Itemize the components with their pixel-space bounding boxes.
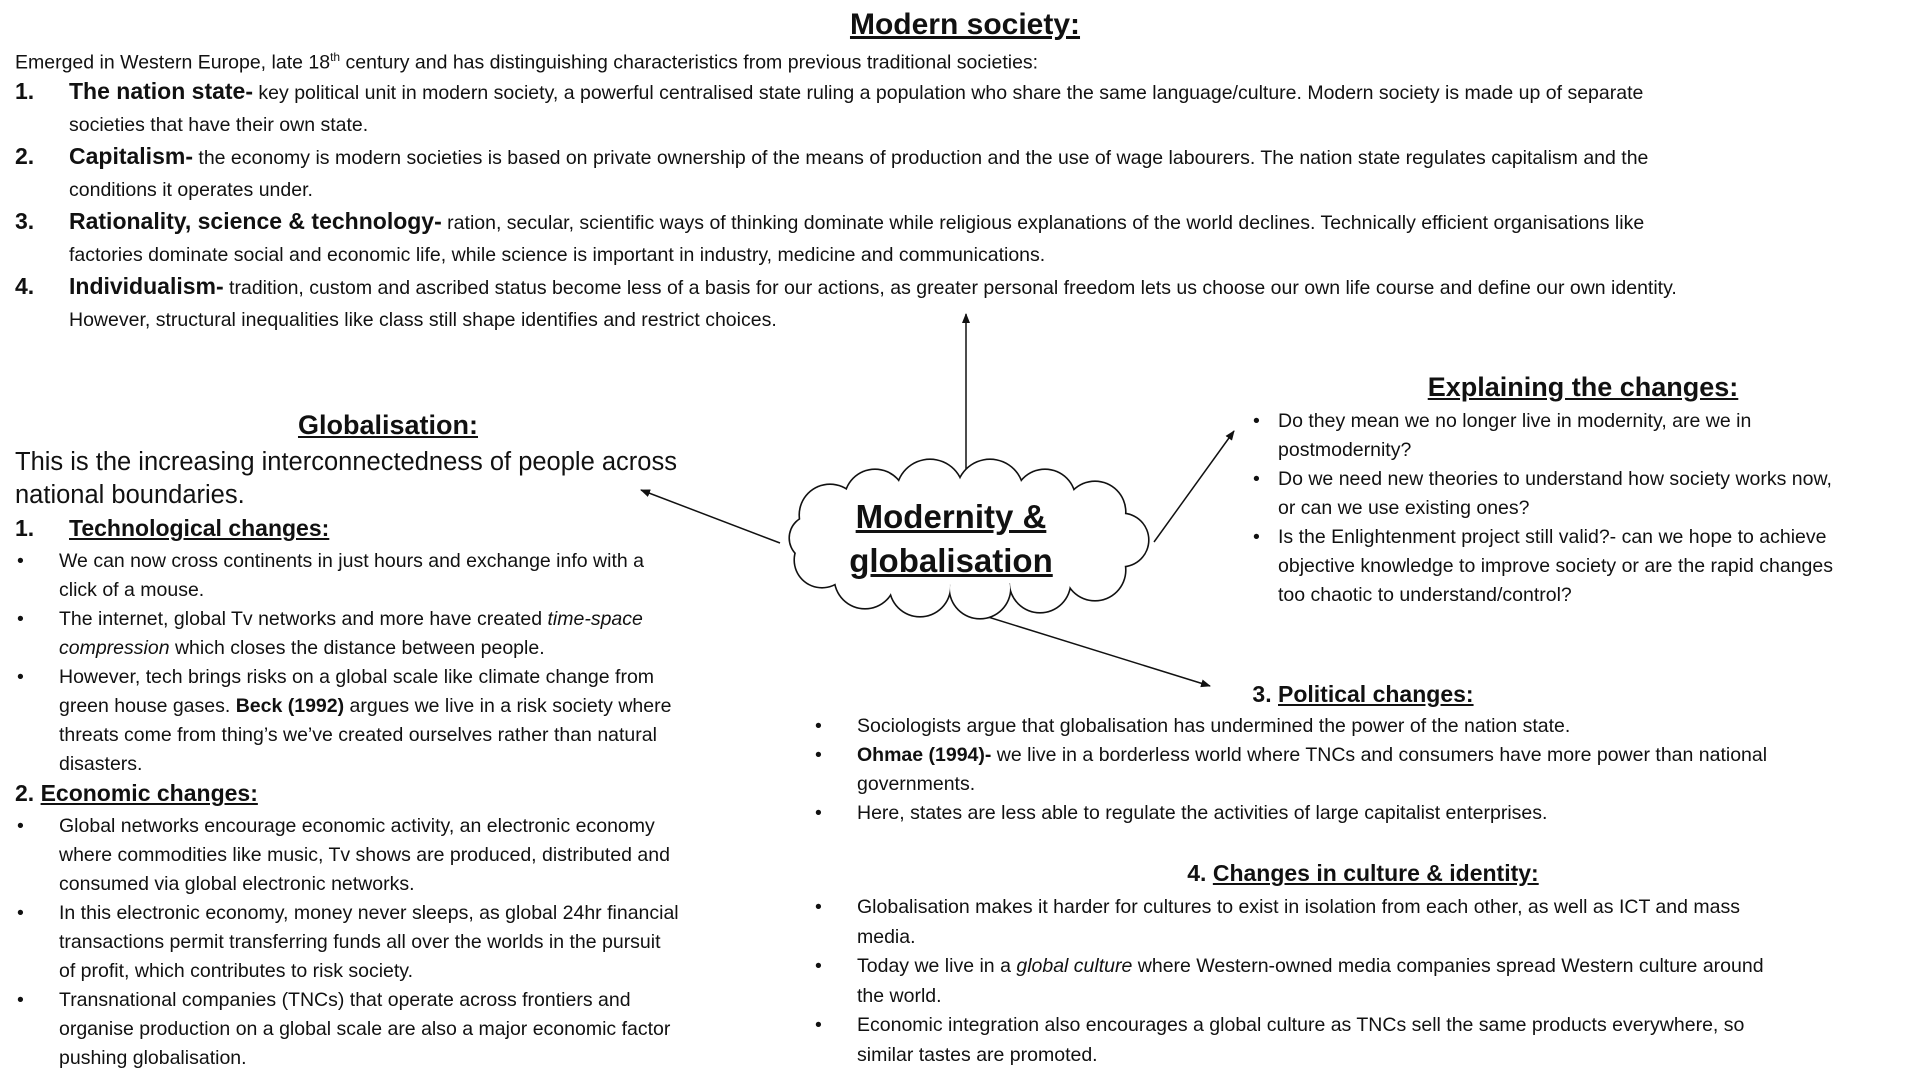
culture-identity-heading: [1063, 860, 1663, 887]
text-run: Global networks encourage economic activity, an electronic economy: [59, 815, 655, 837]
explaining-changes-list: [1253, 407, 1833, 610]
list-item: [17, 663, 672, 779]
text-run: Globalisation makes it harder for cultures to exist in isolation from each other, as well as ICT and mass: [857, 896, 1740, 918]
text-line: [857, 770, 1767, 799]
bullet-icon: •: [815, 896, 822, 918]
text-line: [69, 271, 1677, 305]
bullet-icon: •: [17, 550, 24, 572]
text-line: [59, 928, 679, 957]
technological-changes-heading: [15, 515, 329, 542]
text-run: we live in a borderless world where TNCs and consumers have more power than national: [991, 744, 1768, 766]
text-run: conditions it operates under.: [69, 178, 313, 201]
text-line: [857, 1041, 1764, 1071]
text-run: consumed via global electronic networks.: [59, 873, 415, 895]
list-item: [815, 952, 1764, 1011]
text-run: Transnational companies (TNCs) that operate across frontiers and: [59, 989, 631, 1011]
text-run: governments.: [857, 773, 976, 795]
list-item: [1253, 523, 1833, 610]
bullet-icon: •: [815, 802, 822, 824]
text-line: [1278, 581, 1833, 610]
text-line: [1278, 407, 1833, 436]
intro-text: Emerged in Western Europe, late 18: [15, 51, 331, 74]
economic-changes-heading: [15, 780, 258, 807]
list-item: [15, 271, 1677, 336]
list-item: [815, 893, 1764, 952]
text-run: the world.: [857, 984, 942, 1007]
text-run: where commodities like music, Tv shows are produced, distributed and: [59, 844, 670, 866]
arrow-to-explaining-changes: [1154, 431, 1234, 542]
text-run: tradition, custom and ascribed status become less of a basis for our actions, as greater personal freedom lets us choose our own life course and define our own identity.: [223, 277, 1677, 299]
text-run: Do we need new theories to understand how society works now,: [1278, 468, 1832, 490]
intro-superscript: th: [330, 50, 341, 64]
central-topic: [801, 495, 1101, 583]
text-run: organise production on a global scale are also a major economic factor: [59, 1018, 671, 1040]
text-line: [59, 899, 679, 928]
text-line: [59, 692, 671, 721]
text-line: [59, 1044, 679, 1073]
bullet-icon: •: [815, 715, 822, 737]
text-run: threats come from thing’s we’ve created ourselves rather than natural: [59, 724, 657, 746]
text-run: or can we use existing ones?: [1278, 497, 1530, 519]
text-line: [69, 175, 1677, 207]
central-topic-line-1: Modernity &: [855, 498, 1047, 535]
text-run: objective knowledge to improve society or are the rapid changes: [1278, 555, 1833, 577]
text-line: [59, 957, 679, 986]
list-item: [815, 1011, 1764, 1070]
text-run: postmodernity?: [1278, 439, 1412, 461]
text-run: We can now cross continents in just hours and exchange info with a: [59, 550, 644, 572]
item-number: 1.: [15, 78, 35, 104]
text-run: Economic integration also encourages a global culture as TNCs sell the same products everywhere, so: [857, 1014, 1745, 1036]
text-line: [69, 240, 1677, 272]
text-run: ration, secular, scientific ways of thinking dominate while religious explanations of the world declines. Technically efficient organisations like: [441, 212, 1645, 234]
economic-changes-list: [17, 812, 679, 1073]
list-item: [15, 206, 1677, 271]
section-number: 2.: [15, 780, 35, 806]
explaining-changes-title: Explaining the changes:: [1427, 372, 1739, 402]
text-line: [857, 952, 1764, 982]
bullet-icon: •: [1253, 410, 1260, 432]
text-run: click of a mouse.: [59, 579, 205, 601]
text-line: [59, 547, 671, 576]
list-item: [815, 712, 1767, 741]
bullet-icon: •: [1253, 468, 1260, 490]
text-run: In this electronic economy, money never sleeps, as global 24hr financial: [59, 902, 679, 924]
culture-identity-list: [815, 893, 1764, 1070]
section-number: 1.: [15, 515, 35, 541]
italic-term: time-space: [547, 608, 643, 630]
modern-society-list: [15, 76, 1677, 336]
political-changes-heading: [1063, 681, 1663, 708]
bullet-icon: •: [815, 955, 822, 977]
text-line: [1278, 552, 1833, 581]
text-run: However, structural inequalities like class still shape identifies and restrict choices.: [69, 308, 777, 331]
list-item: [1253, 407, 1833, 465]
section-number: 3.: [1252, 681, 1272, 707]
bold-term: Capitalism-: [69, 143, 193, 169]
text-line: [59, 750, 671, 779]
technological-changes-list: [17, 547, 672, 779]
text-run: pushing globalisation.: [59, 1047, 247, 1069]
text-run: Sociologists argue that globalisation has undermined the power of the nation state.: [857, 715, 1571, 737]
intro-text-rest: century and has distinguishing characteristics from previous traditional societies:: [340, 51, 1039, 74]
text-run: of profit, which contributes to risk society.: [59, 960, 414, 982]
text-run: argues we live in a risk society where: [344, 695, 672, 717]
bold-term: The nation state-: [69, 78, 254, 104]
list-item: [17, 605, 671, 663]
text-line: [857, 712, 1767, 741]
text-line: [59, 870, 679, 899]
list-item: [17, 986, 679, 1073]
text-run: Here, states are less able to regulate the activities of large capitalist enterprises.: [857, 802, 1548, 824]
definition-line: This is the increasing interconnectedness of people across: [15, 448, 677, 476]
text-run: The internet, global Tv networks and more have created: [59, 608, 548, 630]
section-title: Political changes:: [1278, 681, 1474, 707]
italic-term: global culture: [1016, 955, 1133, 977]
text-line: [857, 893, 1764, 923]
text-run: However, tech brings risks on a global scale like climate change from: [59, 666, 655, 688]
modern-society-title: Modern society:: [849, 8, 1081, 41]
bullet-icon: •: [17, 989, 24, 1011]
text-line: [69, 305, 1677, 337]
text-run: Do they mean we no longer live in modernity, are we in: [1278, 410, 1752, 432]
item-number: 3.: [15, 208, 35, 234]
bullet-icon: •: [17, 902, 24, 924]
text-run: key political unit in modern society, a powerful centralised state ruling a population who share the same language/culture. Modern society is made up of separate: [253, 82, 1644, 104]
bold-term: Rationality, science & technology-: [69, 208, 442, 234]
list-item: [15, 141, 1677, 206]
text-run: societies that have their own state.: [69, 113, 369, 136]
text-line: [59, 634, 671, 663]
bullet-icon: •: [815, 744, 822, 766]
text-run: where Western-owned media companies spread Western culture around: [1132, 955, 1764, 977]
text-line: [59, 576, 671, 605]
text-run: the economy is modern societies is based on private ownership of the means of production and the use of wage labourers. The nation state regulates capitalism and the: [192, 147, 1649, 169]
section-title: Technological changes:: [69, 515, 330, 541]
text-run: green house gases.: [59, 695, 236, 717]
list-item: [815, 799, 1767, 828]
definition-line: national boundaries.: [15, 481, 245, 509]
bullet-icon: •: [1253, 526, 1260, 548]
list-item: [17, 812, 679, 899]
globalisation-title: Globalisation:: [297, 410, 478, 440]
text-line: [69, 206, 1677, 240]
text-run: Is the Enlightenment project still valid?- can we hope to achieve: [1278, 526, 1827, 548]
text-line: [1278, 523, 1833, 552]
bold-term: Individualism-: [69, 273, 224, 299]
text-line: [59, 605, 671, 634]
text-line: [857, 799, 1767, 828]
list-item: [17, 547, 671, 605]
italic-term: compression: [59, 637, 170, 659]
list-item: [17, 899, 679, 986]
text-line: [857, 1011, 1764, 1041]
list-item: [1253, 465, 1833, 523]
text-line: [59, 986, 679, 1015]
text-run: factories dominate social and economic life, while science is important in industry, medicine and communications.: [69, 243, 1046, 266]
text-line: [1278, 465, 1833, 494]
text-run: too chaotic to understand/control?: [1278, 584, 1572, 606]
bold-term: Ohmae (1994)-: [857, 744, 992, 766]
item-number: 4.: [15, 273, 35, 299]
text-line: [69, 76, 1677, 110]
text-line: [857, 741, 1767, 770]
text-line: [59, 812, 679, 841]
political-changes-list: [815, 712, 1768, 828]
text-run: which closes the distance between people.: [169, 637, 545, 659]
section-title: Changes in culture & identity:: [1212, 860, 1539, 886]
bullet-icon: •: [17, 666, 24, 688]
bullet-icon: •: [815, 1014, 822, 1036]
bullet-icon: •: [17, 608, 24, 630]
text-line: [69, 141, 1677, 175]
globalisation-definition: [15, 446, 677, 512]
text-line: [69, 110, 1677, 142]
bullet-icon: •: [17, 815, 24, 837]
text-run: transactions permit transferring funds all over the worlds in the pursuit: [59, 931, 661, 953]
text-line: [59, 841, 679, 870]
text-line: [1278, 436, 1833, 465]
text-run: Today we live in a: [857, 955, 1017, 977]
modern-society-intro: [15, 50, 1038, 75]
section-title: Economic changes:: [40, 780, 258, 806]
item-number: 2.: [15, 143, 35, 169]
central-topic-line-2: globalisation: [849, 542, 1053, 579]
text-line: [1278, 494, 1833, 523]
section-number: 4.: [1187, 860, 1207, 886]
text-line: [857, 982, 1764, 1012]
text-line: [59, 721, 671, 750]
text-line: [59, 663, 671, 692]
list-item: [815, 741, 1768, 799]
bold-term: Beck (1992): [235, 695, 345, 717]
text-line: [59, 1015, 679, 1044]
text-run: disasters.: [59, 753, 143, 775]
text-run: similar tastes are promoted.: [857, 1043, 1098, 1066]
arrow-to-political-changes: [972, 612, 1210, 686]
list-item: [15, 76, 1677, 141]
text-run: media.: [857, 925, 916, 948]
text-line: [857, 923, 1764, 953]
